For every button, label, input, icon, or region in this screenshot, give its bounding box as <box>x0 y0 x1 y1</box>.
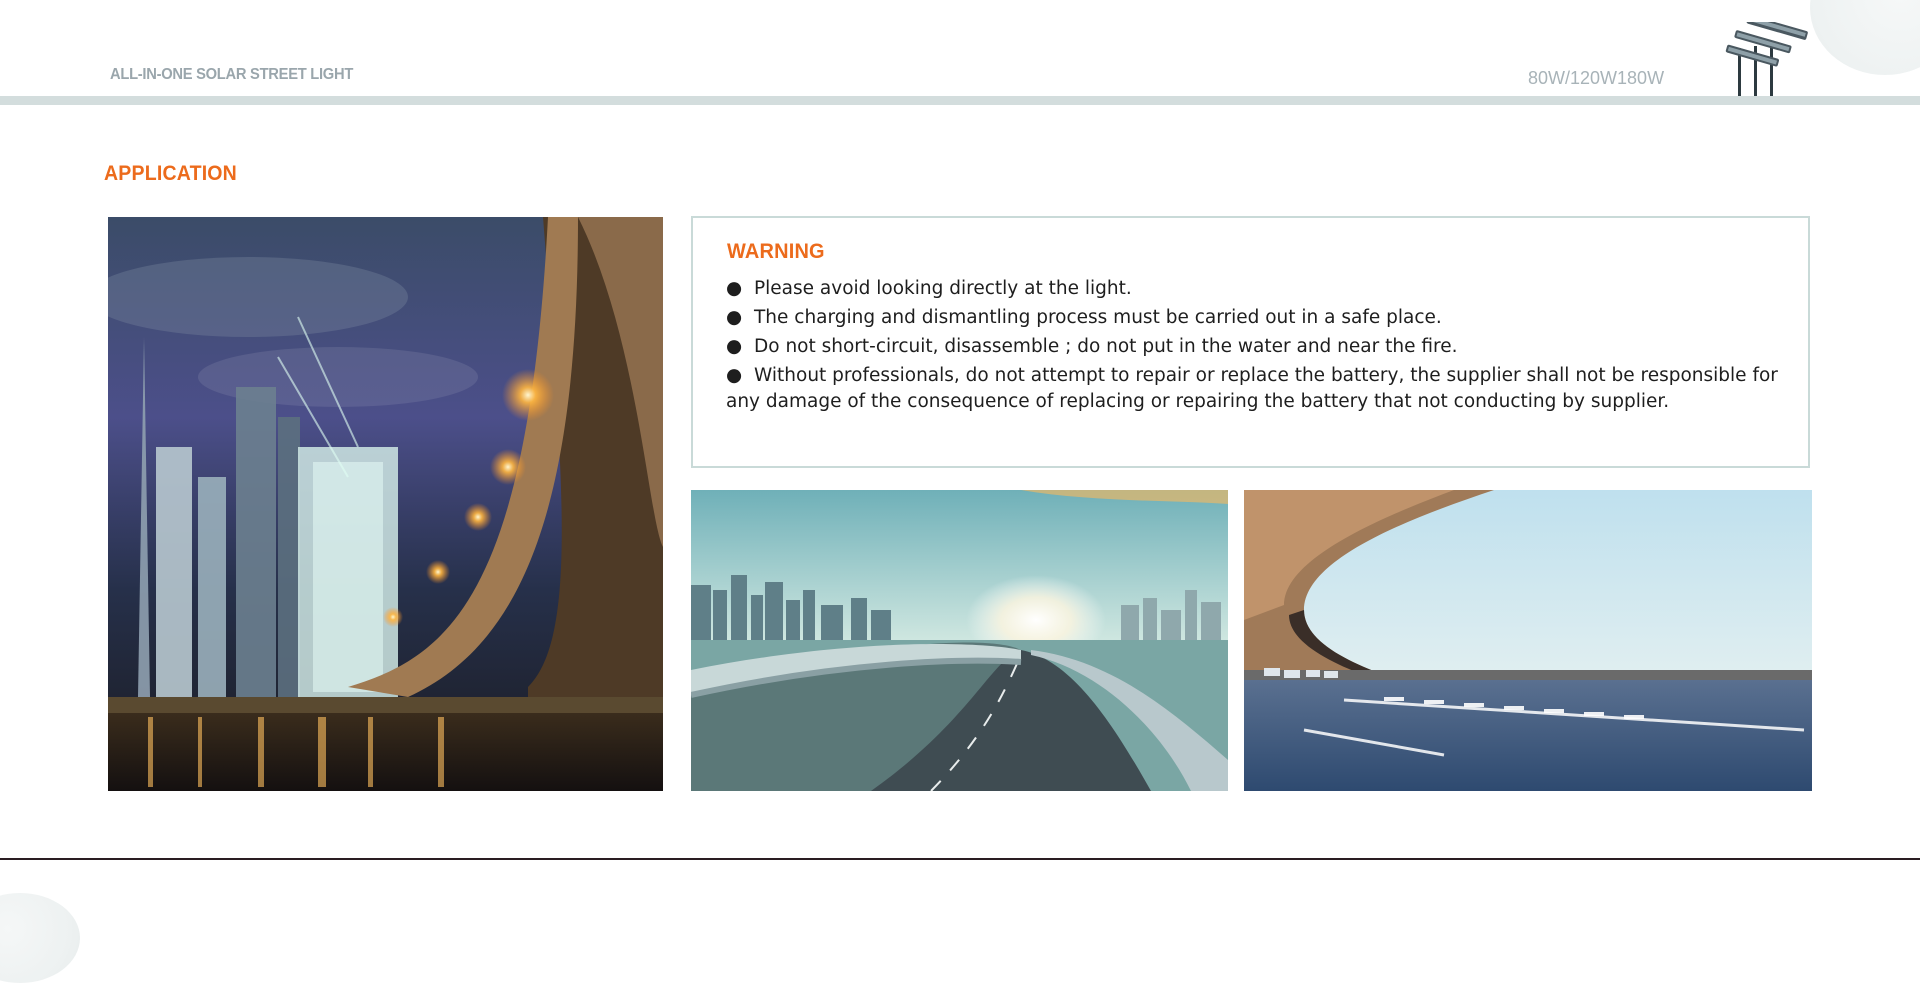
warning-item <box>726 363 1786 415</box>
warning-box <box>691 216 1810 468</box>
warning-item-text: Do not short-circuit, disassemble ; do not put in the water and near the fire. <box>754 336 1458 357</box>
corner-decoration <box>1810 0 1920 75</box>
header-power-rating: 80W/120W180W <box>1528 68 1665 88</box>
warning-list <box>726 274 1786 415</box>
bullet-dot: ● <box>726 278 743 299</box>
warning-item-text: Without professionals, do not attempt to repair or replace the battery, the supplier shall not be responsible for any damage of the consequence of replacing or repairing the battery that not conducting by supplier. <box>726 365 1778 412</box>
warning-item <box>726 274 1786 303</box>
footer-rule <box>0 858 1920 860</box>
bullet-dot: ● <box>726 365 743 386</box>
terminal-road-photo <box>1244 490 1812 791</box>
corner-decoration <box>0 893 80 983</box>
solar-street-lamp-icon <box>1722 22 1822 100</box>
warning-title: WARNING <box>727 240 825 263</box>
coastal-highway-photo <box>691 490 1228 791</box>
bullet-dot: ● <box>726 307 743 328</box>
warning-item <box>726 303 1786 332</box>
warning-item <box>726 332 1786 361</box>
warning-item-text: Please avoid looking directly at the light. <box>754 278 1132 299</box>
bullet-dot: ● <box>726 336 743 357</box>
header-title: ALL-IN-ONE SOLAR STREET LIGHT <box>110 66 354 83</box>
header-bar <box>0 96 1920 105</box>
warning-item-text: The charging and dismantling process must be carried out in a safe place. <box>754 307 1442 328</box>
city-bridge-night-photo <box>108 217 663 791</box>
section-title: APPLICATION <box>104 162 237 185</box>
